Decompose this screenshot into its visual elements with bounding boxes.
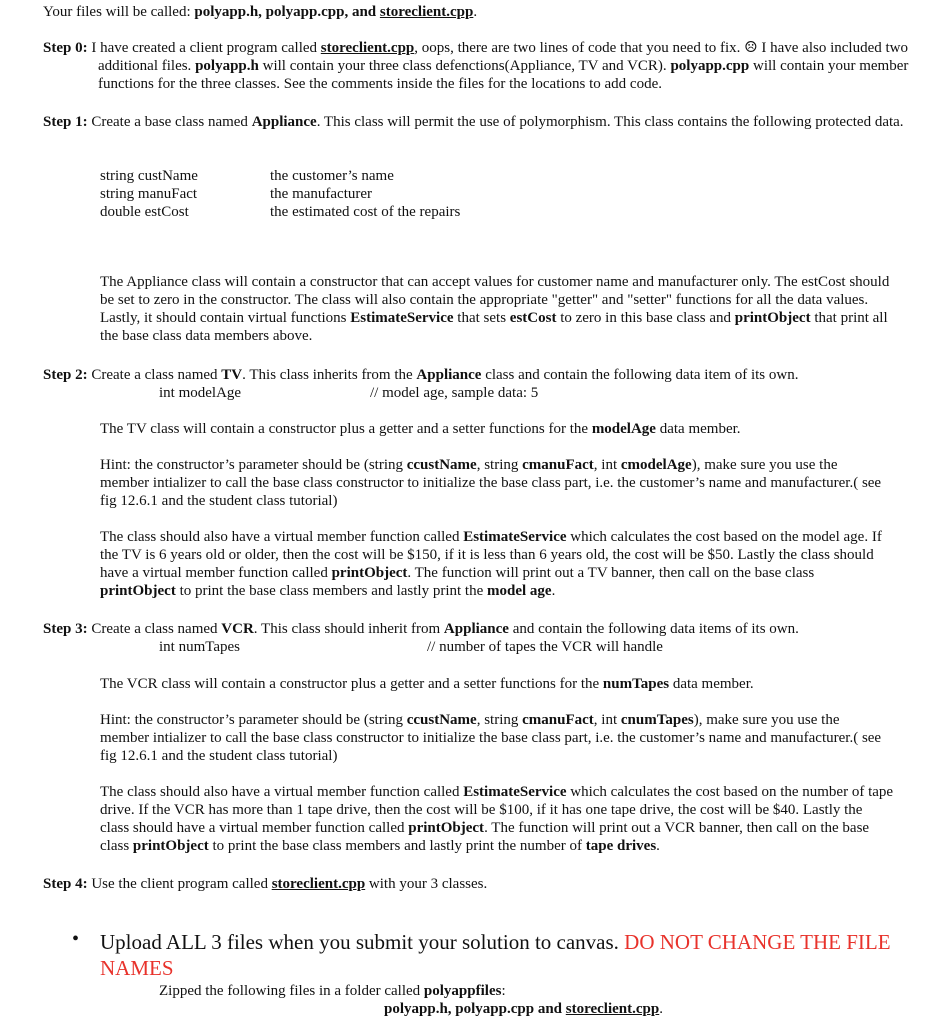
vcr-member-decl: int numTapes xyxy=(159,639,241,655)
tv-member-comment: // model age, sample data: 5 xyxy=(370,385,539,401)
vcr-constructor-text: The VCR class will contain a constructor plus a getter and a setter functions for the numTapes data member. xyxy=(100,676,754,692)
step-0: Step 0: I have created a client program called storeclient.cpp, oops, there are two lines of code that you need to fix. ☹ I have also included two additional files. polyapp.h will contain your three class defenctions(Appliance, TV and VCR). polyapp.cpp will contain your member functions for the three classes. See the comments inside the files for the locations to add code. xyxy=(43,40,909,92)
step-2: Step 2: Create a class named TV. This class inherits from the Appliance class and contain the following data item of its own. xyxy=(43,367,799,383)
member-row: string custName the customer’s name xyxy=(100,168,394,184)
member-row: double estCost the estimated cost of the repairs xyxy=(100,204,461,220)
appliance-description: The Appliance class will contain a constructor that can accept values for customer name and manufacturer only. The estCost should be set to zero in the constructor. The class will also contain the appropriate "getter" and "setter" functions for all the data values. Lastly, it should contain virtual functions EstimateService that sets estCost to zero in this base class and printObject that print all the base class data members above. xyxy=(100,274,890,344)
appliance-members-table xyxy=(100,167,460,221)
vcr-member-comment: // number of tapes the VCR will handle xyxy=(427,639,663,655)
tv-hint: Hint: the constructor’s parameter should be (string ccustName, string cmanuFact, int cmodelAge), make sure you use the member intializer to call the base class constructor to initialize the base class part, i.e. the customer’s name and manufacturer.( see fig 12.6.1 and the student class tutorial) xyxy=(100,457,882,509)
step-1: Step 1: Create a base class named Appliance. This class will permit the use of polymorphism. This class contains the following protected data. xyxy=(43,114,904,130)
intro-line: Your files will be called: polyapp.h, polyapp.cpp, and storeclient.cpp. xyxy=(43,4,478,20)
bullet-icon: • xyxy=(72,928,80,950)
zip-file-list: polyapp.h, polyapp.cpp and storeclient.cpp. xyxy=(384,1001,663,1017)
vcr-hint: Hint: the constructor’s parameter should be (string ccustName, string cmanuFact, int cnumTapes), make sure you use the member intializer to call the base class constructor to initialize the base class part, i.e. the customer’s name and manufacturer.( see fig 12.6.1 and the student class tutorial) xyxy=(100,712,882,764)
zip-instruction: Zipped the following files in a folder called polyappfiles: xyxy=(159,983,506,999)
upload-instruction: Upload ALL 3 files when you submit your solution to canvas. DO NOT CHANGE THE FILE NAMES xyxy=(100,930,891,980)
tv-constructor-text: The TV class will contain a constructor plus a getter and a setter functions for the modelAge data member. xyxy=(100,421,741,437)
member-row: string manuFact the manufacturer xyxy=(100,186,373,202)
step-3: Step 3: Create a class named VCR. This class should inherit from Appliance and contain the following data items of its own. xyxy=(43,621,799,637)
vcr-virtual-text: The class should also have a virtual member function called EstimateService which calculates the cost based on the number of tape drive. If the VCR has more than 1 tape drive, then the cost will be $100, if it has one tape drive, the cost will be $40. Lastly the class should have a virtual member function called printObject. The function will print out a VCR banner, then call on the base class printObject to print the base class members and lastly print the number of tape drives. xyxy=(100,784,894,854)
tv-virtual-text: The class should also have a virtual member function called EstimateService which calculates the cost based on the model age. If the TV is 6 years old or older, then the cost will be $150, if it is less than 6 years old, the cost will be $50. Lastly the class should have a virtual member function called printObject. The function will print out a TV banner, then call on the base class printObject to print the base class members and lastly print the model age. xyxy=(100,529,882,599)
tv-member-decl: int modelAge xyxy=(159,385,242,401)
step-4: Step 4: Use the client program called storeclient.cpp with your 3 classes. xyxy=(43,876,488,892)
